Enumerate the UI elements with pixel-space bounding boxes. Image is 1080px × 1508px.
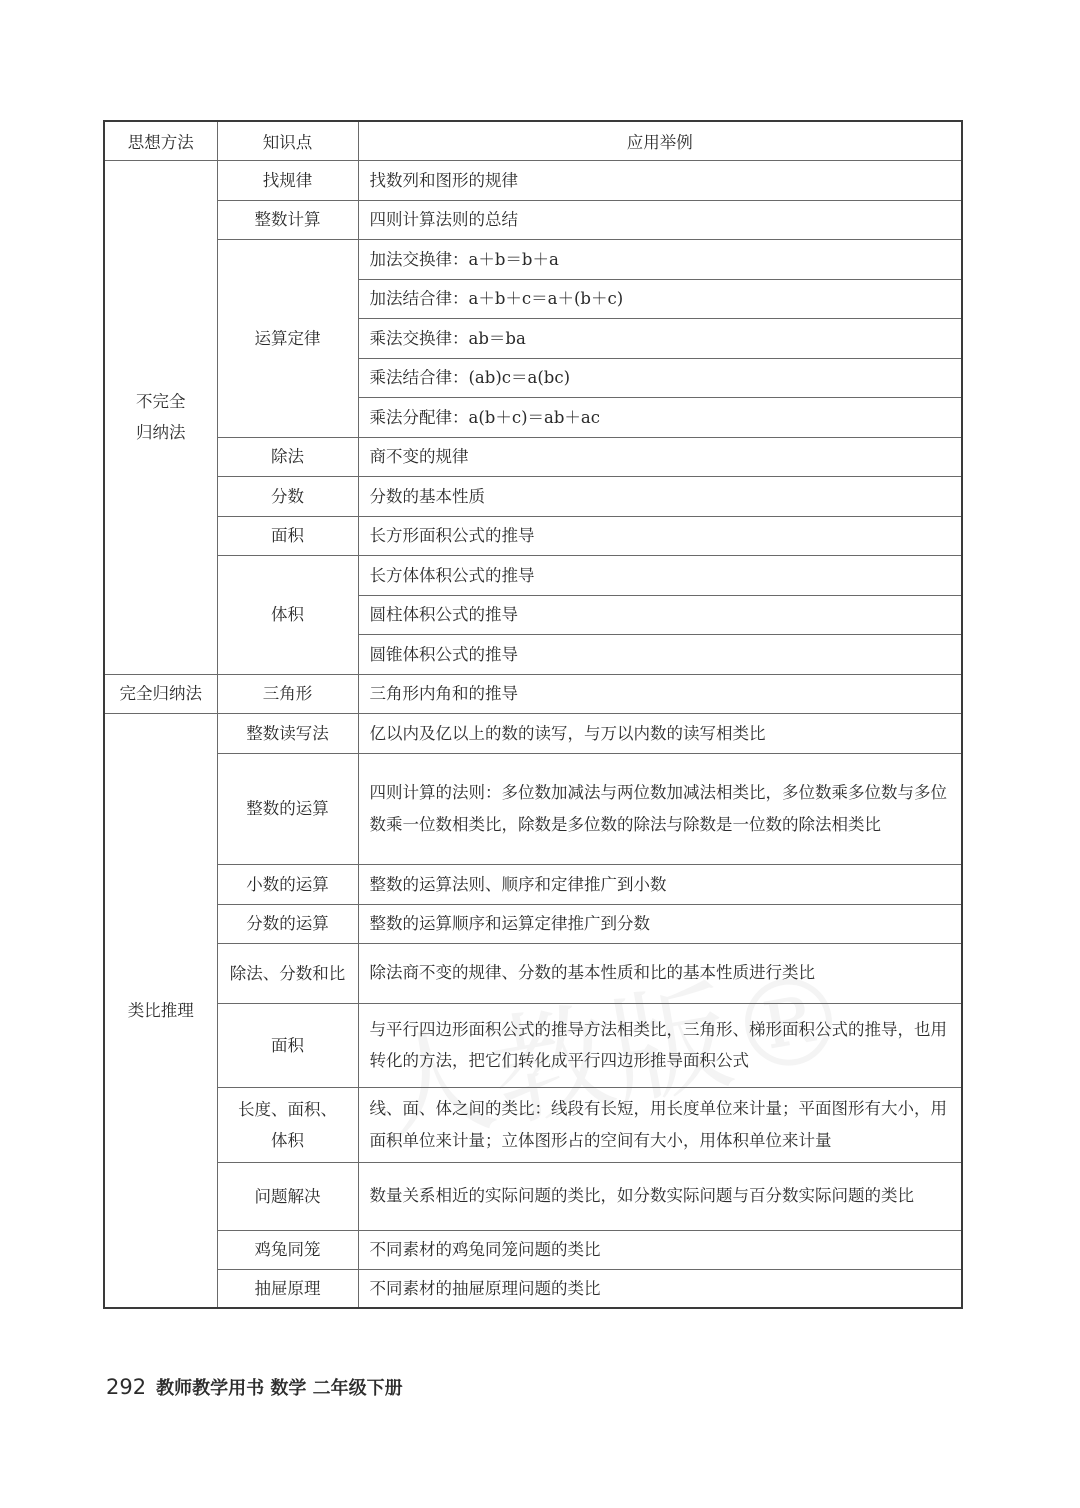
table-row	[104, 943, 962, 1003]
example-text: 加法结合律：a＋b＋c＝a＋(b＋c)	[369, 289, 624, 308]
table-row	[104, 160, 962, 200]
method-cell: 完全归纳法	[104, 674, 217, 713]
header-example: 应用举例	[358, 121, 962, 160]
example-cell	[358, 674, 962, 713]
example-cell	[358, 555, 962, 595]
page-number: 292	[106, 1375, 147, 1399]
example-text: 商不变的规律	[369, 447, 469, 466]
example-cell	[358, 1003, 962, 1087]
example-text: 圆锥体积公式的推导	[369, 644, 518, 664]
example-text: 乘法分配律：a(b＋c)＝ab＋ac	[369, 407, 600, 427]
topic-cell: 面积	[217, 1003, 358, 1087]
example-text: 与平行四边形面积公式的推导方法相类比，三角形、梯形面积公式的推导，也用转化的方法，把它们转化成平行四边形推导面积公式	[369, 1019, 947, 1070]
example-cell	[358, 279, 962, 318]
example-cell	[358, 1230, 962, 1269]
topic-cell: 整数的运算	[217, 753, 358, 864]
topic-cell: 体积	[217, 555, 358, 674]
table-body	[104, 160, 962, 1308]
example-cell	[358, 239, 962, 279]
table-row	[104, 1162, 962, 1230]
table-row	[104, 1087, 962, 1162]
example-cell	[358, 634, 962, 674]
example-cell	[358, 1162, 962, 1230]
table-row	[104, 904, 962, 943]
example-text: 线、面、体之间的类比：线段有长短，用长度单位来计量；平面图形有大小，用面积单位来计量；立体图形占的空间有大小，用体积单位来计量	[369, 1099, 947, 1150]
table-row	[104, 239, 962, 279]
topic-cell: 整数读写法	[217, 713, 358, 753]
table-row	[104, 1230, 962, 1269]
topic-cell: 运算定律	[217, 239, 358, 437]
example-text: 长方体体积公式的推导	[369, 565, 535, 585]
example-text: 四则计算的法则：多位数加减法与两位数加减法相类比，多位数乘多位数与多位数乘一位数相类比，除数是多位数的除法与除数是一位数的除法相类比	[369, 783, 947, 834]
example-text: 加法交换律：a＋b＝b＋a	[369, 249, 559, 269]
example-cell	[358, 595, 962, 634]
example-cell	[358, 200, 962, 239]
method-cell: 类比推理	[104, 713, 217, 1308]
topic-cell: 小数的运算	[217, 864, 358, 904]
table-row	[104, 437, 962, 476]
example-text: 圆柱体积公式的推导	[369, 605, 518, 624]
topic-cell: 整数计算	[217, 200, 358, 239]
example-text: 长方形面积公式的推导	[369, 526, 535, 545]
example-text: 亿以内及亿以上的数的读写，与万以内数的读写相类比	[369, 723, 766, 743]
table-row	[104, 753, 962, 864]
method-cell: 不完全 归纳法	[104, 160, 217, 674]
example-text: 除法商不变的规律、分数的基本性质和比的基本性质进行类比	[369, 963, 815, 983]
example-text: 不同素材的抽屉原理问题的类比	[369, 1278, 601, 1298]
table-row	[104, 713, 962, 753]
example-cell	[358, 358, 962, 397]
example-cell	[358, 943, 962, 1003]
table-row	[104, 1003, 962, 1087]
example-text: 三角形内角和的推导	[369, 684, 518, 703]
example-cell	[358, 1269, 962, 1308]
topic-cell: 抽屉原理	[217, 1269, 358, 1308]
example-text: 数量关系相近的实际问题的类比，如分数实际问题与百分数实际问题的类比	[369, 1186, 914, 1206]
example-cell	[358, 160, 962, 200]
page-footer	[106, 1374, 403, 1400]
example-text: 乘法结合律：(ab)c＝a(bc)	[369, 368, 571, 387]
table-row	[104, 864, 962, 904]
example-text: 找数列和图形的规律	[369, 170, 518, 190]
topic-cell: 鸡兔同笼	[217, 1230, 358, 1269]
topic-cell: 问题解决	[217, 1162, 358, 1230]
example-text: 不同素材的鸡兔同笼问题的类比	[369, 1240, 601, 1259]
example-cell	[358, 397, 962, 437]
example-text: 分数的基本性质	[369, 486, 485, 506]
table-row	[104, 516, 962, 555]
example-cell	[358, 864, 962, 904]
example-cell	[358, 713, 962, 753]
methods-table	[103, 120, 963, 1309]
topic-cell: 面积	[217, 516, 358, 555]
example-cell	[358, 516, 962, 555]
example-text: 四则计算法则的总结	[369, 210, 518, 229]
book-title: 教师教学用书 数学 二年级下册	[156, 1378, 403, 1399]
example-text: 乘法交换律：ab＝ba	[369, 328, 526, 348]
topic-cell: 分数	[217, 476, 358, 516]
topic-cell: 三角形	[217, 674, 358, 713]
header-topic: 知识点	[217, 121, 358, 160]
example-cell	[358, 476, 962, 516]
topic-cell: 找规律	[217, 160, 358, 200]
table-row	[104, 1269, 962, 1308]
example-cell	[358, 904, 962, 943]
header-row	[104, 121, 962, 160]
table-row	[104, 200, 962, 239]
topic-cell: 除法	[217, 437, 358, 476]
example-cell	[358, 437, 962, 476]
header-method: 思想方法	[104, 121, 217, 160]
example-text: 整数的运算顺序和运算定律推广到分数	[369, 914, 650, 933]
table-row	[104, 674, 962, 713]
example-cell	[358, 318, 962, 358]
table-row	[104, 476, 962, 516]
topic-cell: 除法、分数和比	[217, 943, 358, 1003]
example-text: 整数的运算法则、顺序和定律推广到小数	[369, 874, 667, 894]
example-cell	[358, 753, 962, 864]
example-cell	[358, 1087, 962, 1162]
topic-cell: 长度、面积、 体积	[217, 1087, 358, 1162]
table-row	[104, 555, 962, 595]
topic-cell: 分数的运算	[217, 904, 358, 943]
